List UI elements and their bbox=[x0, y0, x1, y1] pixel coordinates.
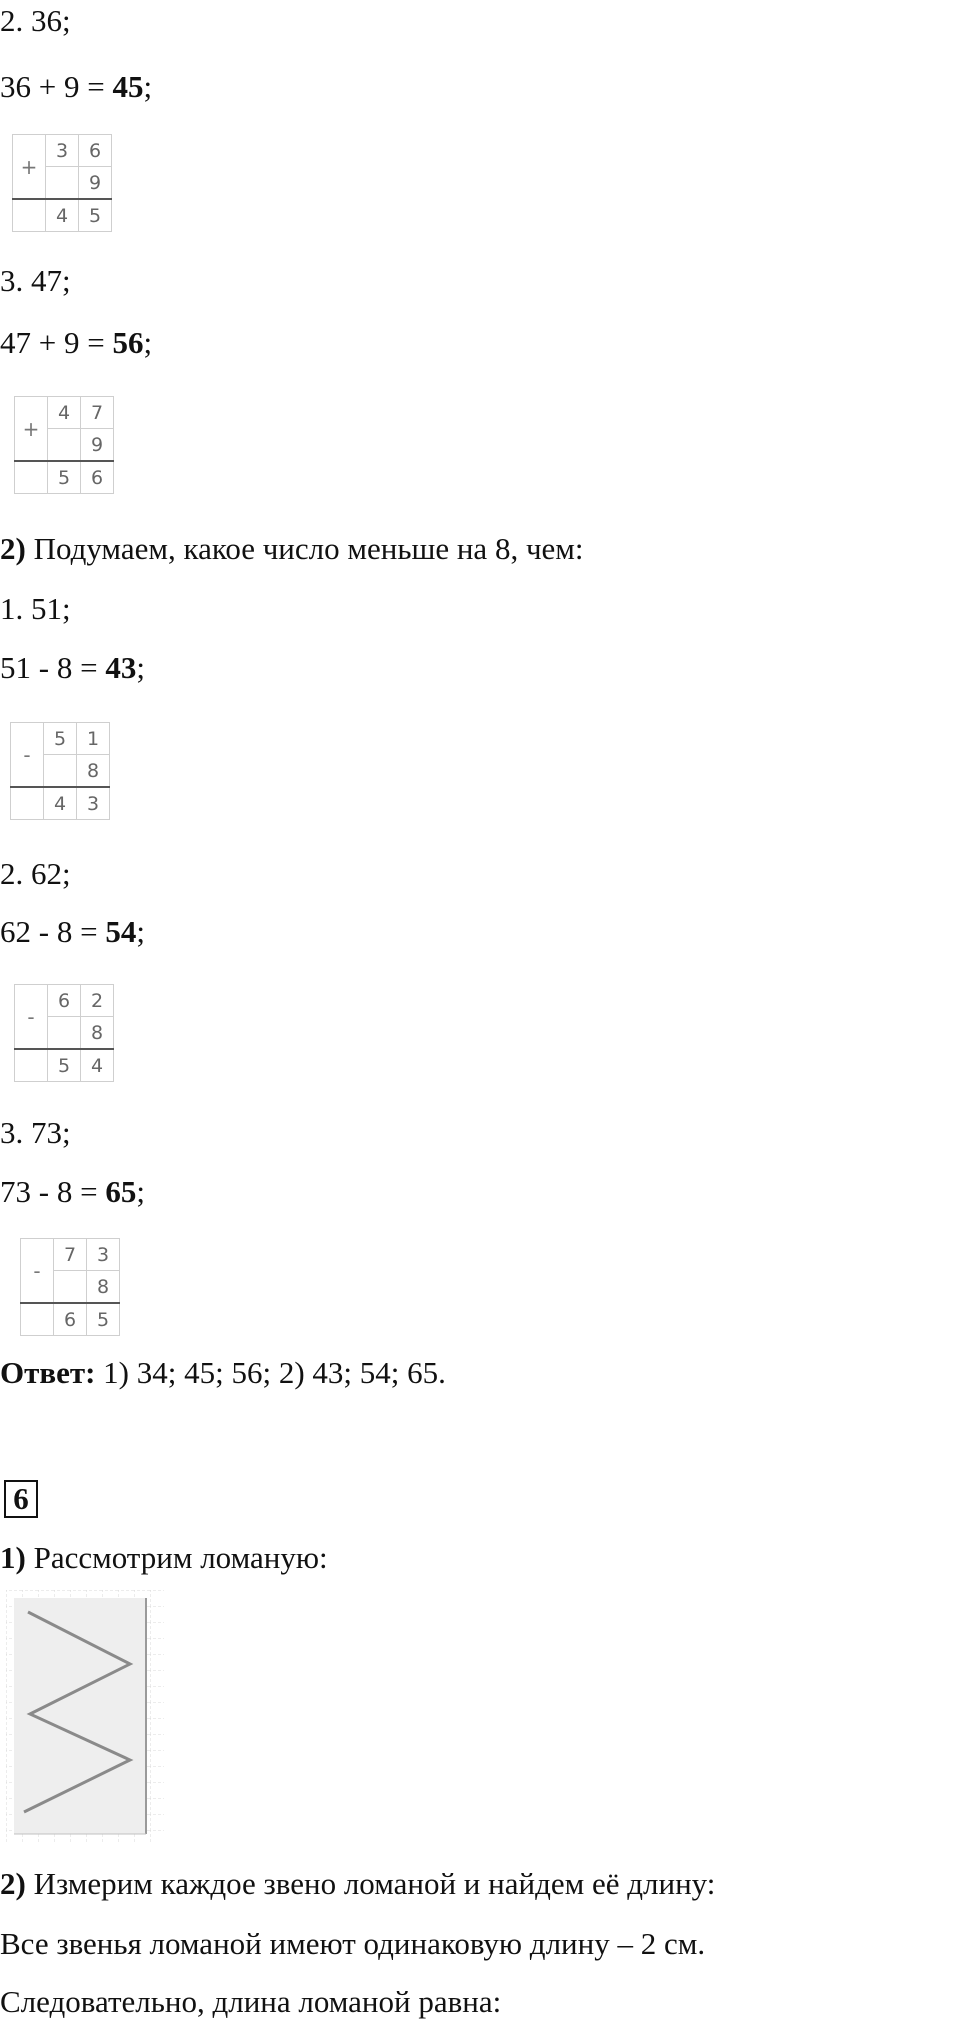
column-calc-47-9: + 4 7 9 5 6 bbox=[14, 396, 114, 494]
equation-62-minus-8: 62 - 8 = 54; bbox=[0, 914, 145, 949]
equation-expression: 73 - 8 = bbox=[0, 1174, 106, 1209]
step-1-heading bbox=[0, 1539, 328, 1577]
item-2-62: 2. 62; bbox=[0, 856, 71, 891]
column-calc-62-8: - 6 2 8 5 4 bbox=[14, 984, 114, 1082]
equation-expression: 47 + 9 = bbox=[0, 325, 113, 360]
operator: - bbox=[11, 723, 44, 788]
operator: - bbox=[15, 985, 48, 1050]
polyline-grid-svg bbox=[6, 1590, 164, 1844]
equation-73-minus-8: 73 - 8 = 65; bbox=[0, 1174, 145, 1209]
step-number: 2) bbox=[0, 531, 26, 566]
answer-text: 1) 34; 45; 56; 2) 43; 54; 65. bbox=[95, 1355, 446, 1390]
task-number-box bbox=[4, 1480, 38, 1518]
equation-expression: 62 - 8 = bbox=[0, 914, 106, 949]
equation-36-plus-9: 36 + 9 = 45; bbox=[0, 69, 153, 104]
conclusion-line: Следовательно, длина ломаной равна: bbox=[0, 1984, 502, 2019]
step-text: Измерим каждое звено ломаной и найдем её длину: bbox=[25, 1866, 716, 1901]
column-calc-73-8: - 7 3 8 6 5 bbox=[20, 1238, 120, 1336]
step-number: 2) bbox=[0, 1866, 26, 1901]
equation-51-minus-8: 51 - 8 = 43; bbox=[0, 650, 145, 685]
task-number: 6 bbox=[4, 1480, 38, 1518]
equation-result: 43 bbox=[105, 650, 137, 685]
item-1-51: 1. 51; bbox=[0, 591, 71, 626]
operator: + bbox=[15, 397, 48, 462]
step-2-measure-heading bbox=[0, 1865, 715, 1903]
equation-47-plus-9: 47 + 9 = 56; bbox=[0, 325, 153, 360]
equation-expression: 36 + 9 = bbox=[0, 69, 113, 104]
column-calc-51-8: - 5 1 8 4 3 bbox=[10, 722, 110, 820]
answer-line bbox=[0, 1354, 446, 1392]
equation-result: 65 bbox=[105, 1174, 137, 1209]
answer-label: Ответ: bbox=[0, 1355, 96, 1390]
operator: - bbox=[21, 1239, 54, 1304]
step-text: Подумаем, какое число меньше на 8, чем: bbox=[25, 531, 584, 566]
equation-result: 54 bbox=[105, 914, 137, 949]
operator: + bbox=[13, 135, 46, 200]
step-2-heading bbox=[0, 530, 584, 568]
polyline-figure bbox=[6, 1590, 164, 1844]
item-3-73: 3. 73; bbox=[0, 1115, 71, 1150]
all-links-equal: Все звенья ломаной имеют одинаковую длину – 2 см. bbox=[0, 1926, 706, 1961]
step-text: Рассмотрим ломаную: bbox=[25, 1540, 328, 1575]
item-3-47: 3. 47; bbox=[0, 263, 71, 298]
step-number: 1) bbox=[0, 1540, 26, 1575]
equation-result: 45 bbox=[112, 69, 144, 104]
equation-expression: 51 - 8 = bbox=[0, 650, 106, 685]
item-2-36: 2. 36; bbox=[0, 3, 71, 38]
column-calc-36-9: + 3 6 9 4 5 bbox=[12, 134, 112, 232]
equation-result: 56 bbox=[112, 325, 144, 360]
